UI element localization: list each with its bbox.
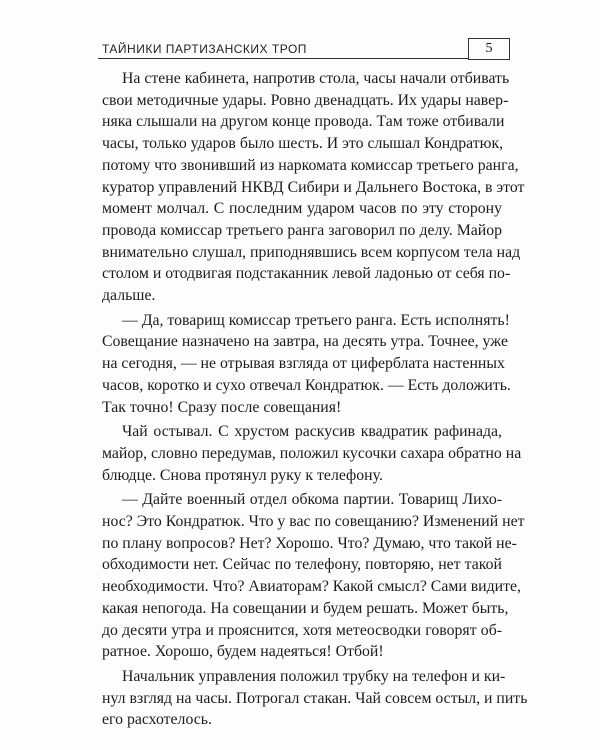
running-header-title: ТАЙНИКИ ПАРТИЗАНСКИХ ТРОП <box>102 42 307 56</box>
text-line: потому что звонивший из наркомата комиссар третьего ранга, <box>102 156 519 174</box>
text-line: нос? Это Кондратюк. Что у вас по совещанию? Изменений нет <box>102 513 525 531</box>
text-line: нул взгляд на часы. Потрогал стакан. Чай совсем остыл, и пить <box>102 689 528 707</box>
paragraph <box>102 68 525 307</box>
body-text <box>102 68 528 734</box>
text-line: — Да, товарищ комиссар третьего ранга. Есть исполнять! <box>122 311 510 329</box>
running-header <box>98 38 510 60</box>
text-line: его расхотелось. <box>102 711 212 729</box>
page-number: 5 <box>468 38 510 60</box>
text-line: столом и отодвигая подстаканник левой ладонью от себя по- <box>102 265 511 283</box>
text-line: Так точно! Сразу после совещания! <box>102 398 342 416</box>
text-line: обходимости нет. Сейчас по телефону, повторяю, нет такой <box>102 556 502 574</box>
text-line: часов, коротко и сухо отвечал Кондратюк. — Есть доложить. <box>102 376 511 394</box>
text-line: ратное. Хорошо, будем надеяться! Отбой! <box>102 643 384 661</box>
text-line: свои методичные удары. Ровно двенадцать. Их удары навер- <box>102 91 509 109</box>
paragraph <box>102 666 528 731</box>
text-line: Начальник управления положил трубку на телефон и ки- <box>122 667 506 685</box>
header-rule <box>98 58 468 59</box>
text-line: — Дайте военный отдел обкома партии. Товарищ Лихо- <box>122 491 502 509</box>
text-line: на сегодня, — не отрывая взгляда от циферблата настенных <box>102 355 505 373</box>
paragraph <box>102 489 525 663</box>
text-line: внимательно слушал, приподнявшись всем корпусом тела над <box>102 243 521 261</box>
text-line: дальше. <box>102 287 156 305</box>
paragraph <box>102 421 522 486</box>
text-line: до десяти утра и прояснится, хотя метеосводки говорят об- <box>102 621 502 639</box>
text-line: по плану вопросов? Нет? Хорошо. Что? Думаю, что такой не- <box>102 534 517 552</box>
text-line: На стене кабинета, напротив стола, часы начали отбивать <box>122 70 510 87</box>
text-line: провода комиссар третьего ранга заговорил по делу. Майор <box>102 221 502 239</box>
text-line: блюдце. Снова протянул руку к телефону. <box>102 466 383 484</box>
text-line: куратор управлений НКВД Сибири и Дальнего Востока, в этот <box>102 178 525 196</box>
text-line: часы, только ударов было шесть. И это слышал Кондратюк, <box>102 135 504 153</box>
text-line: необходимости. Что? Авиаторам? Какой смысл? Сами видите, <box>102 578 521 596</box>
text-line: Чай остывал. С хрустом раскусив квадратик рафинада, <box>122 423 502 441</box>
paragraph <box>102 310 511 419</box>
text-line: майор, словно передумав, положил кусочки сахара обратно на <box>102 444 522 462</box>
text-line: Совещание назначено на завтра, на десять утра. Точнее, уже <box>102 333 508 351</box>
text-line: какая непогода. На совещании и будем решать. Может быть, <box>102 599 509 617</box>
text-line: момент молчал. С последним ударом часов по эту сторону <box>102 200 502 218</box>
text-line: няка слышали на другом конце провода. Там тоже отбивали <box>102 113 505 131</box>
